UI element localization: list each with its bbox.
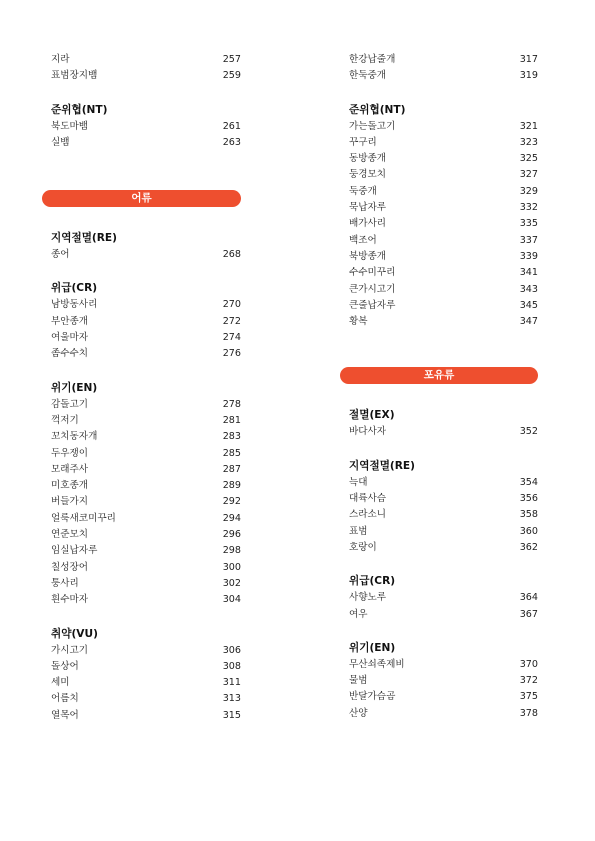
entry-name: 호랑이 (349, 541, 377, 553)
entry-page-number: 360 (519, 525, 538, 537)
entry-list (42, 247, 241, 263)
toc-entry (42, 314, 241, 330)
entry-name: 큰가시고기 (349, 283, 396, 295)
entry-page-number: 294 (222, 512, 241, 524)
toc-entry (340, 167, 538, 183)
toc-entry (42, 68, 241, 84)
section-heading-cr: 위급(CR) (349, 575, 396, 588)
left-column (42, 52, 241, 724)
toc-entry (42, 397, 241, 413)
toc-entry (340, 424, 538, 440)
section-heading-ex: 절멸(EX) (349, 409, 395, 422)
toc-entry (340, 673, 538, 689)
entry-name: 큰줄납자루 (349, 299, 396, 311)
entry-page-number: 274 (222, 332, 241, 344)
toc-entry (42, 691, 241, 707)
entry-name: 대륙사슴 (349, 493, 387, 505)
entry-name: 얼룩새코미꾸리 (51, 512, 116, 524)
entry-list (340, 119, 538, 331)
entry-name: 한강납줄개 (349, 54, 396, 65)
entry-name: 임실납자루 (51, 545, 98, 557)
entry-name: 연준모치 (51, 529, 89, 541)
entry-page-number: 259 (222, 70, 241, 82)
toc-entry (42, 135, 241, 151)
toc-entry (340, 689, 538, 705)
section-heading-nt: 준위협(NT) (51, 103, 108, 116)
toc-entry (42, 527, 241, 543)
toc-entry (42, 494, 241, 510)
toc-entry (340, 52, 538, 68)
toc-entry (340, 540, 538, 556)
toc-entry (42, 576, 241, 592)
section-heading-nt: 준위협(NT) (349, 103, 406, 116)
entry-page-number: 352 (519, 426, 538, 438)
section-heading-en: 위기(EN) (349, 641, 396, 654)
entry-name: 모래주사 (51, 463, 89, 475)
toc-entry (340, 282, 538, 298)
toc-entry (340, 68, 538, 84)
entry-page-number: 321 (519, 120, 538, 132)
section-heading-cr: 위급(CR) (51, 282, 98, 295)
entry-name: 어름치 (51, 693, 79, 705)
entry-page-number: 327 (519, 169, 538, 181)
toc-entry (340, 507, 538, 523)
toc-entry (42, 413, 241, 429)
entry-page-number: 372 (519, 675, 538, 687)
entry-page-number: 272 (222, 315, 241, 327)
entry-name: 꺽저기 (51, 414, 79, 426)
section-heading-re: 지역절멸(RE) (349, 459, 416, 472)
entry-name: 부안종개 (51, 315, 89, 327)
entry-name: 가는돌고기 (349, 120, 396, 132)
entry-name: 종어 (51, 249, 70, 261)
toc-entry (42, 119, 241, 135)
entry-name: 황복 (349, 316, 368, 328)
entry-list (42, 643, 241, 724)
entry-name: 물범 (349, 675, 368, 687)
entry-name: 동방종개 (349, 153, 387, 165)
toc-entry (42, 675, 241, 691)
category-band-fish: 어류 (42, 190, 241, 207)
entry-name: 표범 (349, 525, 368, 537)
entry-page-number: 339 (519, 250, 538, 262)
toc-entry (340, 265, 538, 281)
toc-entry (42, 543, 241, 559)
entry-page-number: 335 (519, 218, 538, 230)
entry-page-number: 319 (519, 70, 538, 82)
toc-entry (42, 52, 241, 68)
toc-entry (42, 297, 241, 313)
toc-entry (340, 475, 538, 491)
entry-list (340, 590, 538, 623)
entry-name: 열목어 (51, 709, 79, 721)
entry-page-number: 356 (519, 493, 538, 505)
entry-name: 칠성장어 (51, 561, 89, 573)
entry-name: 꾸구리 (349, 136, 377, 148)
toc-entry (340, 314, 538, 330)
entry-name: 묵납자루 (349, 202, 387, 214)
entry-page-number: 347 (519, 316, 538, 328)
toc-entry (42, 659, 241, 675)
entry-page-number: 263 (222, 136, 241, 148)
section-heading-vu: 취약(VU) (51, 627, 98, 640)
entry-name: 둑중개 (349, 185, 377, 197)
entry-page-number: 261 (222, 120, 241, 132)
entry-page-number: 354 (519, 476, 538, 488)
entry-page-number: 341 (519, 267, 538, 279)
entry-name: 두우쟁이 (51, 447, 89, 459)
entry-page-number: 317 (519, 54, 538, 65)
toc-entry (340, 135, 538, 151)
entry-page-number: 375 (519, 691, 538, 703)
entry-page-number: 323 (519, 136, 538, 148)
toc-entry (340, 233, 538, 249)
entry-page-number: 345 (519, 299, 538, 311)
entry-page-number: 343 (519, 283, 538, 295)
toc-entry (42, 708, 241, 724)
entry-page-number: 378 (519, 707, 538, 719)
entry-list (340, 52, 538, 85)
entry-name: 가시고기 (51, 644, 89, 656)
entry-list (42, 52, 241, 85)
entry-name: 수수미꾸리 (349, 267, 396, 279)
entry-name: 실뱀 (51, 136, 70, 148)
toc-entry (340, 491, 538, 507)
entry-page-number: 257 (222, 54, 241, 65)
entry-page-number: 308 (222, 660, 241, 672)
entry-name: 여우 (349, 608, 368, 620)
toc-entry (42, 346, 241, 362)
toc-entry (42, 511, 241, 527)
entry-name: 돌상어 (51, 660, 79, 672)
entry-list (42, 119, 241, 152)
entry-page-number: 276 (222, 348, 241, 360)
section-heading-en: 위기(EN) (51, 381, 98, 394)
entry-name: 배가사리 (349, 218, 387, 230)
entry-page-number: 287 (222, 463, 241, 475)
entry-page-number: 367 (519, 608, 538, 620)
entry-page-number: 278 (222, 398, 241, 410)
entry-page-number: 329 (519, 185, 538, 197)
toc-entry (340, 706, 538, 722)
entry-name: 반달가슴곰 (349, 691, 396, 703)
entry-name: 산양 (349, 707, 368, 719)
entry-name: 표범장지뱀 (51, 70, 98, 82)
entry-page-number: 289 (222, 480, 241, 492)
entry-page-number: 292 (222, 496, 241, 508)
toc-entry (340, 249, 538, 265)
entry-name: 감돌고기 (51, 398, 89, 410)
entry-page-number: 358 (519, 509, 538, 521)
entry-page-number: 325 (519, 153, 538, 165)
entry-name: 북방종개 (349, 250, 387, 262)
toc-entry (340, 524, 538, 540)
toc-entry (340, 200, 538, 216)
entry-page-number: 296 (222, 529, 241, 541)
entry-name: 세미 (51, 677, 70, 689)
entry-name: 스라소니 (349, 509, 387, 521)
section-heading-re: 지역절멸(RE) (51, 232, 118, 245)
entry-page-number: 268 (222, 249, 241, 261)
toc-entry (42, 478, 241, 494)
entry-page-number: 302 (222, 577, 241, 589)
entry-page-number: 285 (222, 447, 241, 459)
entry-name: 남방동사리 (51, 299, 98, 311)
entry-page-number: 300 (222, 561, 241, 573)
category-band-mammals: 포유류 (340, 367, 538, 384)
toc-entry (340, 216, 538, 232)
entry-page-number: 281 (222, 414, 241, 426)
entry-page-number: 298 (222, 545, 241, 557)
entry-page-number: 362 (519, 541, 538, 553)
toc-entry (340, 119, 538, 135)
entry-name: 북도마뱀 (51, 120, 89, 132)
entry-list (42, 297, 241, 362)
entry-page-number: 315 (222, 709, 241, 721)
toc-entry (340, 657, 538, 673)
entry-page-number: 283 (222, 431, 241, 443)
entry-page-number: 304 (222, 594, 241, 606)
entry-name: 퉁사리 (51, 577, 79, 589)
entry-list (42, 397, 241, 609)
toc-entry (42, 330, 241, 346)
entry-name: 무산쇠족제비 (349, 658, 405, 670)
toc-entry (42, 643, 241, 659)
entry-list (340, 475, 538, 556)
toc-entry (340, 607, 538, 623)
entry-page-number: 332 (519, 202, 538, 214)
entry-page-number: 270 (222, 299, 241, 311)
entry-list (340, 424, 538, 440)
entry-name: 바다사자 (349, 426, 387, 438)
entry-name: 좀수수치 (51, 348, 89, 360)
entry-page-number: 313 (222, 693, 241, 705)
entry-page-number: 364 (519, 592, 538, 604)
entry-name: 여울마자 (51, 332, 89, 344)
entry-name: 늑대 (349, 476, 368, 488)
entry-page-number: 370 (519, 658, 538, 670)
toc-entry (340, 298, 538, 314)
entry-page-number: 306 (222, 644, 241, 656)
entry-name: 버들가지 (51, 496, 89, 508)
toc-entry (42, 429, 241, 445)
entry-name: 흰수마자 (51, 594, 89, 606)
entry-name: 꼬치동자개 (51, 431, 98, 443)
entry-name: 지라 (51, 54, 70, 65)
right-column (340, 52, 538, 722)
toc-entry (42, 592, 241, 608)
toc-entry (42, 462, 241, 478)
entry-name: 미호종개 (51, 480, 89, 492)
toc-entry (42, 247, 241, 263)
toc-entry (340, 590, 538, 606)
entry-name: 둥경모치 (349, 169, 387, 181)
entry-list (340, 657, 538, 722)
entry-name: 백조어 (349, 234, 377, 246)
toc-entry (42, 560, 241, 576)
toc-entry (42, 446, 241, 462)
entry-name: 사향노루 (349, 592, 387, 604)
entry-name: 한둑중개 (349, 70, 387, 82)
toc-entry (340, 184, 538, 200)
entry-page-number: 337 (519, 234, 538, 246)
entry-page-number: 311 (222, 677, 241, 689)
toc-entry (340, 151, 538, 167)
